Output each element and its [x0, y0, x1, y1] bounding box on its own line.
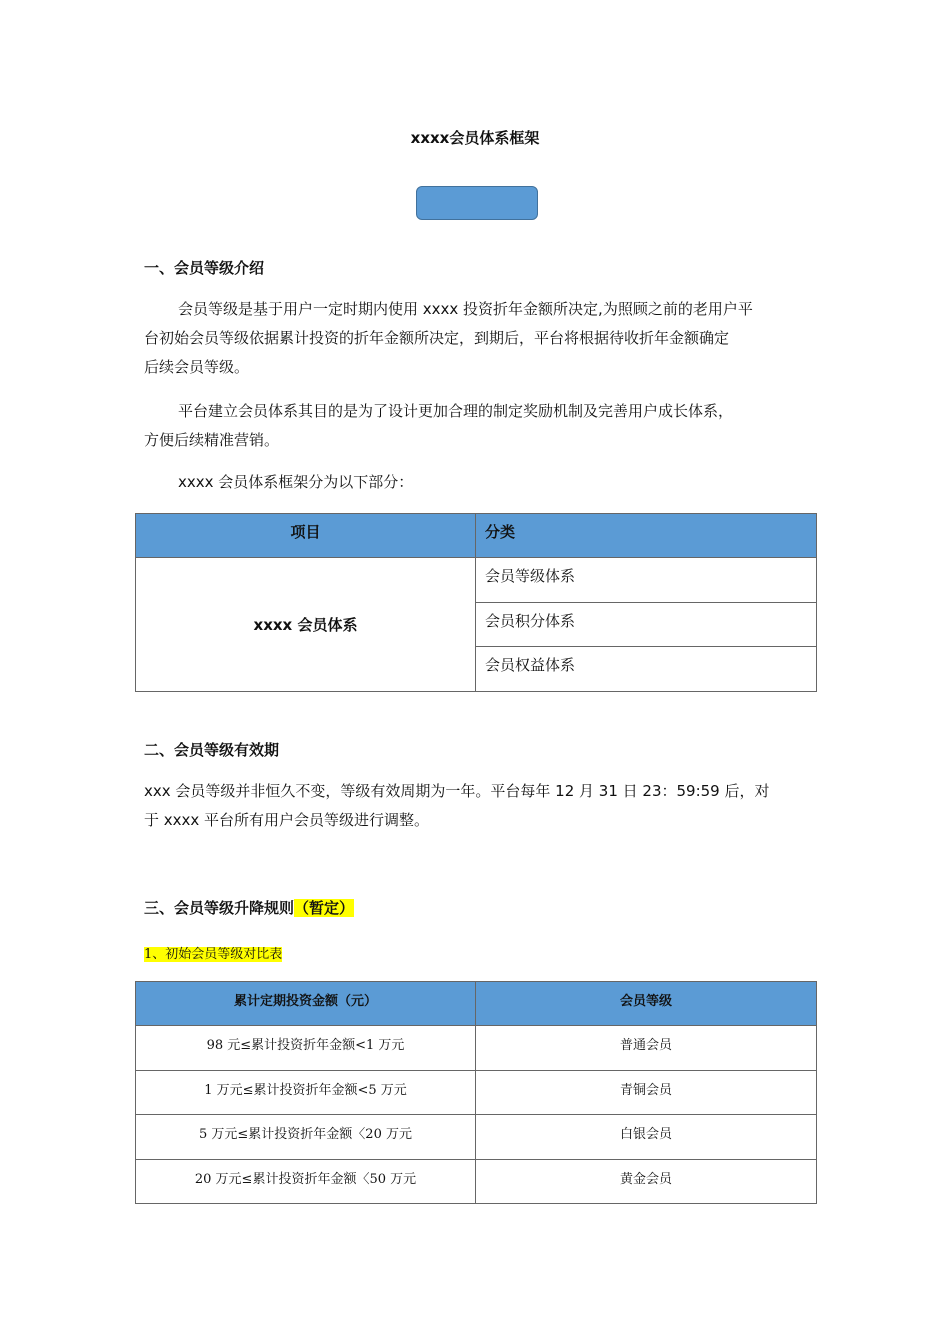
table-cell-project: xxxx 会员体系: [136, 558, 476, 692]
section1-paragraph3: xxxx 会员体系框架分为以下部分：: [178, 473, 414, 491]
section2-line1: xxx 会员等级并非恒久不变，等级有效周期为一年。平台每年 12 月 31 日 23：59:59 后，对: [144, 782, 770, 800]
table-header-level: 会员等级: [476, 982, 817, 1026]
section3-heading-text: 三、会员等级升降规则: [144, 899, 295, 917]
table-row: [136, 1115, 817, 1160]
table-row: [136, 1071, 817, 1115]
section2-line2: 于 xxxx 平台所有用户会员等级进行调整。: [144, 811, 430, 829]
table-header-amount: 累计定期投资金额（元）: [136, 982, 476, 1026]
para2-line2: 方便后续精准营销。: [144, 431, 280, 449]
section3-heading-highlight: （暂定）: [294, 899, 355, 917]
table-cell-category: 会员积分体系: [476, 603, 817, 647]
table-cell-category: 会员等级体系: [476, 558, 817, 603]
table-header-project: 项目: [136, 514, 476, 558]
level-cell: 黄金会员: [476, 1160, 817, 1204]
amount-cell: 98 元≤累计投资折年金额<1 万元: [136, 1026, 476, 1071]
amount-cell: 5 万元≤累计投资折年金额〈20 万元: [136, 1115, 476, 1160]
level-comparison-table: [135, 981, 817, 1204]
para1-line3: 后续会员等级。: [144, 358, 250, 376]
level-cell: 青铜会员: [476, 1071, 817, 1115]
section1-heading: 一、会员等级介绍: [144, 259, 265, 277]
section2-heading: 二、会员等级有效期: [144, 741, 280, 759]
section2-paragraph: [144, 777, 808, 835]
amount-cell: 20 万元≤累计投资折年金额〈50 万元: [136, 1160, 476, 1204]
document-title: xxxx会员体系框架: [410, 129, 540, 147]
level-cell: 白银会员: [476, 1115, 817, 1160]
table-header-category: 分类: [476, 514, 817, 558]
para1-line2: 台初始会员等级依据累计投资的折年金额所决定，到期后，平台将根据待收折年金额确定: [144, 329, 730, 347]
section1-paragraph1: [144, 295, 808, 382]
section3-heading: [144, 897, 354, 918]
section1-paragraph2: [144, 397, 808, 455]
para2-line1: 平台建立会员体系其目的是为了设计更加合理的制定奖励机制及完善用户成长体系，: [178, 402, 734, 420]
table-cell-category: 会员权益体系: [476, 647, 817, 692]
para1-line1: 会员等级是基于用户一定时期内使用 xxxx 投资折年金额所决定,为照顾之前的老用户平: [178, 300, 753, 318]
blue-rectangle-shape: [416, 186, 538, 220]
table-row: [136, 1026, 817, 1071]
amount-cell: 1 万元≤累计投资折年金额<5 万元: [136, 1071, 476, 1115]
level-comparison-subheading: 1、初始会员等级对比表: [144, 947, 283, 962]
level-cell: 普通会员: [476, 1026, 817, 1071]
framework-table: [135, 513, 817, 692]
table-row: [136, 1160, 817, 1204]
